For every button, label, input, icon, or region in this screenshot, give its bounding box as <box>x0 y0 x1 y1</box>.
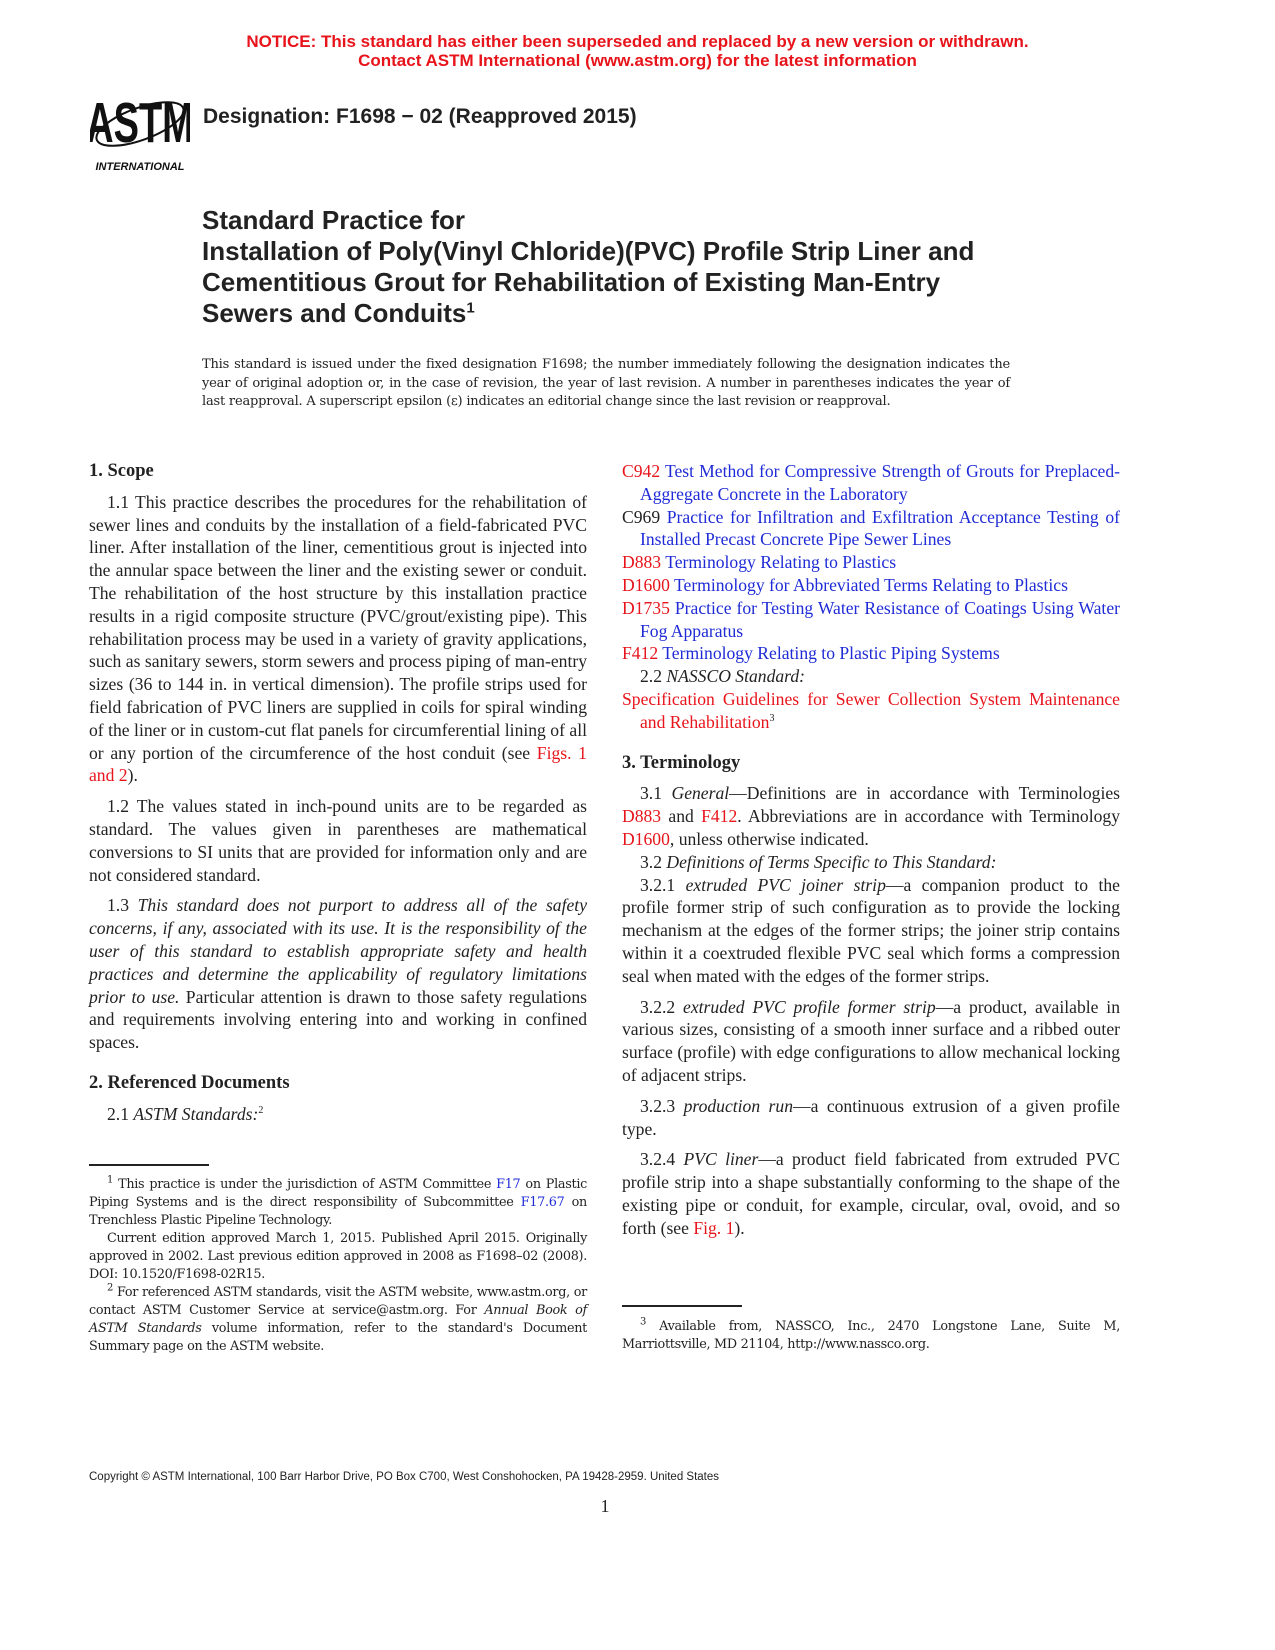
section-heading <box>89 460 587 483</box>
title-main: Installation of Poly(Vinyl Chloride)(PVC) Profile Strip Liner and Cementitious Grout for Rehabilitation of Existing Man-Entry Sewers and Conduits <box>202 236 975 328</box>
footnote-marker: 3 <box>640 1316 647 1328</box>
reference-link[interactable]: F412 <box>701 806 738 827</box>
footnote <box>89 1230 587 1284</box>
reference-link[interactable]: D1600 <box>622 574 670 595</box>
reference-entry <box>622 642 1120 665</box>
text-segment: —a product, available in various sizes, consisting of a smooth inner surface and a ribbed outer surface (profile) with edge configurations to allow mechanical locking of adjacent strips. <box>622 996 1120 1085</box>
reference-entry <box>622 551 1120 574</box>
copyright-footer: Copyright © ASTM International, 100 Barr Harbor Drive, PO Box C700, West Conshohocken, PA 19428-2959. United States <box>89 1471 720 1483</box>
reference-link[interactable]: D883 <box>622 552 662 573</box>
text-segment: extruded PVC joiner strip <box>685 874 886 895</box>
text-segment: NASSCO Standard: <box>666 666 806 687</box>
reference-entry <box>622 506 1120 552</box>
text-segment: This standard does not purport to address all of the safety concerns, if any, associated with its use. It is the responsibility of the user of this standard to establish appropriate safety and health practices and determine the applicability of regulatory limitations prior to use. <box>89 895 588 1007</box>
text-segment: General <box>671 783 730 804</box>
text-segment: 1.3 <box>107 895 138 916</box>
reference-link[interactable]: Terminology Relating to Plastics <box>661 552 897 573</box>
text-segment: 1.2 The values stated in inch-pound units are to be regarded as standard. The values given in parentheses are mathematical conversions to SI units that are provided for information only and are not considered standard. <box>89 796 587 885</box>
text-segment: extruded PVC profile former strip <box>683 996 936 1017</box>
text-segment: volume information, refer to the standard's Document Summary page on the ASTM website. <box>89 1321 588 1354</box>
paragraph <box>89 1103 587 1126</box>
notice-line-1: NOTICE: This standard has either been superseded and replaced by a new version or withdrawn. <box>246 32 1029 51</box>
text-segment: 3.2.3 <box>640 1095 684 1116</box>
paragraph <box>622 782 1120 850</box>
text-segment: 3.1 <box>640 783 672 804</box>
section-heading <box>622 752 1120 775</box>
reference-entry <box>622 688 1120 734</box>
page-number: 1 <box>600 1496 610 1516</box>
reference-link[interactable]: C942 <box>622 461 661 481</box>
document-title <box>202 205 1032 329</box>
reference-link[interactable]: F412 <box>622 643 659 664</box>
text-segment: 2.2 <box>640 666 667 687</box>
text-segment: , unless otherwise indicated. <box>669 828 869 849</box>
footnote <box>89 1284 587 1356</box>
text-segment: Particular attention is drawn to those safety regulations and requirements involving entering into and working in confined spaces. <box>89 986 587 1053</box>
issuance-note: This standard is issued under the fixed designation F1698; the number immediately following the designation indicates the year of original adoption or, in the case of revision, the year of last revision. A number in parentheses indicates the year of last reapproval. A superscript epsilon (ε) indicates an editorial change since the last revision or reapproval. <box>202 357 1010 409</box>
paragraph <box>89 894 587 1054</box>
reference-link[interactable]: Practice for Infiltration and Exfiltration Acceptance Testing of Installed Precast Concrete Pipe Sewer Lines <box>640 506 1120 550</box>
text-segment: 1. Scope <box>89 461 154 481</box>
footnote <box>622 1318 1120 1354</box>
reference-link[interactable]: Test Method for Compressive Strength of Grouts for Preplaced-Aggregate Concrete in the Laboratory <box>640 461 1120 504</box>
reference-link[interactable]: Terminology for Abbreviated Terms Relating to Plastics <box>669 574 1068 595</box>
text-segment: and <box>661 806 702 827</box>
text-segment: —a product field fabricated from extruded PVC profile strip into a shape substantially conforming to the shape of the existing pipe or conduit, for example, circular, oval, ovoid, and so forth (see <box>622 1149 1120 1238</box>
text-segment: 3. Terminology <box>622 752 741 773</box>
text-segment: 1.1 This practice describes the procedures for the rehabilitation of sewer lines and conduits by the installation of a field-fabricated PVC liner. After installation of the liner, cementitious grout is injected into the annular space between the liner and the existing sewer or conduit. The rehabilitation of the host structure by this installation practice results in a rigid composite structure (PVC/grout/existing pipe). This rehabilitation process may be used in a variety of gravity applications, such as sanitary sewers, storm sewers and process piping of man-entry sizes (36 to 144 in. in vertical dimension). The profile strips used for field fabrication of PVC liners are supplied in coils for spiral winding of the liner or in custom-cut flat panels for circumferential lining of all or any portion of the circumference of the host conduit (see <box>89 491 587 763</box>
footnote-marker: 2 <box>107 1282 114 1294</box>
reference-entry <box>622 597 1120 643</box>
text-segment: —a companion product to the profile former strip of such configuration as to provide the locking mechanism at the edges of the former strips; the joiner strip contains within it a coextruded flexible PVC seal which forms a compression seal when mated with the edges of the former strips. <box>622 874 1120 986</box>
paragraph <box>622 996 1120 1087</box>
reference-entry <box>622 460 1120 506</box>
text-segment: 3.2.4 <box>640 1149 684 1170</box>
footnote-marker: 3 <box>769 712 775 724</box>
right-footnotes <box>622 1318 1120 1354</box>
paragraph <box>89 795 587 886</box>
title-line-1: Standard Practice for <box>202 205 465 235</box>
reference-link[interactable]: Figs. 1 and 2 <box>89 742 587 786</box>
text-segment: PVC liner <box>683 1149 759 1170</box>
notice-line-2: Contact ASTM International (www.astm.org) for the latest information <box>358 51 917 70</box>
footnote-divider <box>89 1164 209 1166</box>
left-column <box>89 460 587 1126</box>
reference-link[interactable]: D1600 <box>622 828 670 849</box>
svg-text:INTERNATIONAL: INTERNATIONAL <box>95 161 185 173</box>
text-segment: . Abbreviations are in accordance with Terminology <box>737 806 1121 827</box>
supersession-notice <box>0 32 1275 70</box>
reference-link[interactable]: Specification Guidelines for Sewer Collection System Maintenance and Rehabilitation <box>622 688 1120 732</box>
text-segment: on Trenchless Plastic Pipeline Technology. <box>89 1195 587 1228</box>
reference-link[interactable]: D1735 <box>622 597 670 618</box>
astm-logo <box>90 82 190 174</box>
text-segment: Definitions of Terms Specific to This Standard: <box>666 851 997 872</box>
text-segment: 2.1 <box>107 1103 134 1124</box>
footnote-marker: 1 <box>107 1174 114 1186</box>
section-heading <box>89 1072 587 1095</box>
text-segment: This practice is under the jurisdiction of ASTM Committee <box>113 1177 497 1192</box>
paragraph <box>622 1095 1120 1141</box>
paragraph <box>622 851 1120 874</box>
text-segment: production run <box>683 1095 794 1116</box>
text-segment: C969 <box>622 506 661 527</box>
reference-link[interactable]: Practice for Testing Water Resistance of Coatings Using Water Fog Apparatus <box>640 597 1120 641</box>
title-footnote-marker: 1 <box>466 299 475 317</box>
text-segment: For referenced ASTM standards, visit the ASTM website, www.astm.org, or contact ASTM Customer Service at service@astm.org. For <box>89 1285 587 1318</box>
text-segment: —a continuous extrusion of a given profile type. <box>622 1095 1120 1139</box>
left-footnotes <box>89 1176 587 1356</box>
reference-link[interactable]: Fig. 1 <box>693 1217 735 1238</box>
text-segment: ). <box>127 765 138 786</box>
text-segment: 2. Referenced Documents <box>89 1072 290 1093</box>
text-segment: ASTM Standards: <box>133 1103 259 1124</box>
footnote-marker: 2 <box>258 1104 264 1116</box>
reference-link[interactable]: Terminology Relating to Plastic Piping Systems <box>658 643 1000 664</box>
right-column <box>622 460 1120 1240</box>
text-segment: Current edition approved March 1, 2015. Published April 2015. Originally approved in 2002. Last previous edition approved in 2008 as F1698–02 (2008). DOI: 10.1520/F1698-02R15. <box>89 1231 587 1282</box>
paragraph <box>622 874 1120 988</box>
paragraph <box>89 491 587 787</box>
text-segment: Annual Book of ASTM Standards <box>89 1303 587 1336</box>
reference-link[interactable]: F17 <box>496 1177 521 1192</box>
text-segment: Available from, NASSCO, Inc., 2470 Longstone Lane, Suite M, Marriottsville, MD 21104, http://www.nassco.org. <box>622 1319 1120 1352</box>
paragraph <box>622 665 1120 688</box>
footnote-divider <box>622 1305 742 1307</box>
text-segment: 3.2.1 <box>640 874 686 895</box>
text-segment: 3.2 <box>640 851 667 872</box>
paragraph <box>622 1148 1120 1239</box>
footnote <box>89 1176 587 1230</box>
text-segment: ). <box>734 1217 745 1238</box>
text-segment: 3.2.2 <box>640 996 684 1017</box>
reference-link[interactable]: F17.67 <box>520 1195 565 1210</box>
text-segment: —Definitions are in accordance with Terminologies <box>729 783 1121 804</box>
reference-entry <box>622 574 1120 597</box>
text-segment: on Plastic Piping Systems and is the direct responsibility of Subcommittee <box>89 1177 587 1210</box>
designation: Designation: F1698 − 02 (Reapproved 2015) <box>203 105 637 128</box>
svg-text:ASTM: ASTM <box>90 91 190 155</box>
reference-link[interactable]: D883 <box>622 806 662 827</box>
